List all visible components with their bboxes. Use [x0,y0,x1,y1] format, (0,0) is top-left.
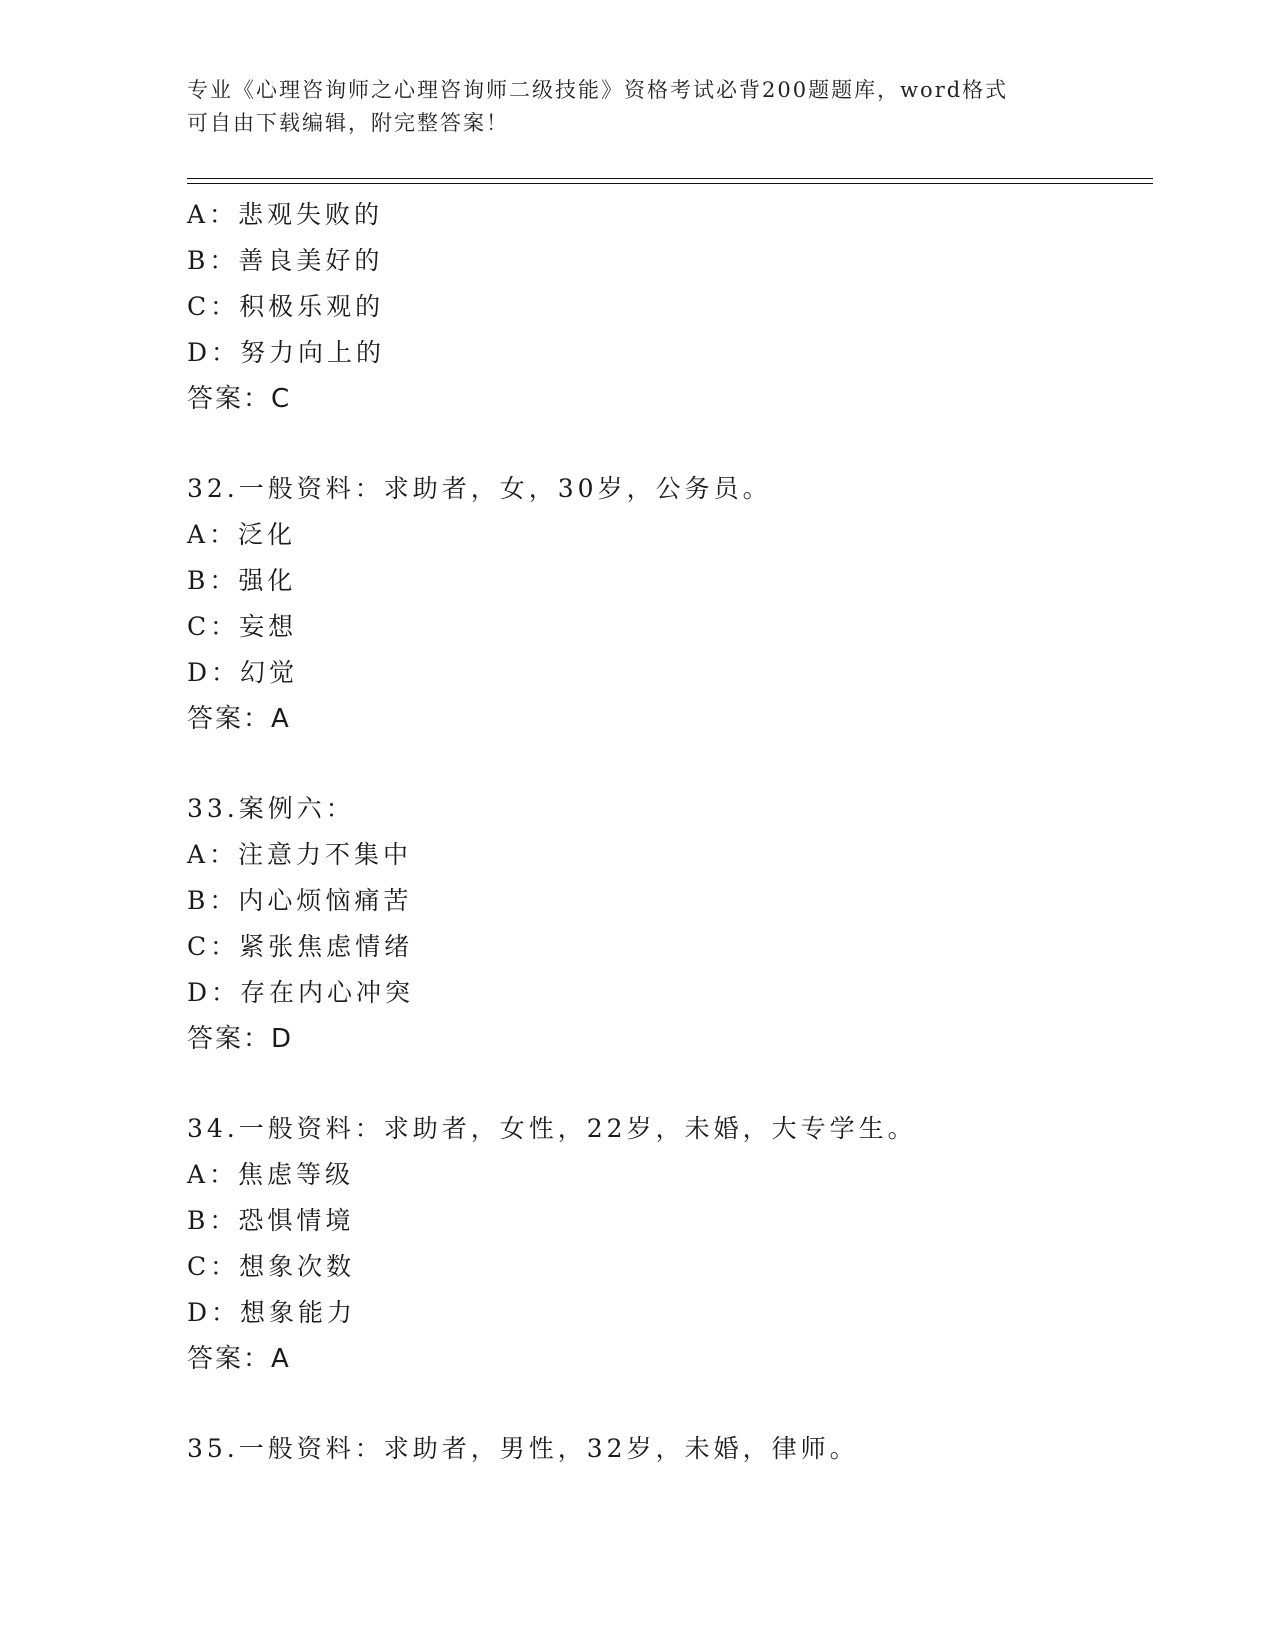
header-rule-bottom [187,183,1153,184]
option-b: B：恐惧情境 [187,1206,355,1235]
option-c: C：紧张焦虑情绪 [187,932,414,961]
document-header [187,74,1087,140]
option-a: A：泛化 [187,520,297,549]
option-a: A：悲观失败的 [187,200,384,229]
option-c: C：妄想 [187,612,298,641]
question-block [187,786,1167,1062]
option-a: A：注意力不集中 [187,840,413,869]
option-a: A：焦虑等级 [187,1160,355,1189]
question-block [187,1106,1167,1382]
question-stem: 33.案例六： [187,794,355,823]
option-d: D：想象能力 [187,1298,357,1327]
option-b: B：内心烦恼痛苦 [187,886,413,915]
answer-line: 答案：A [187,1344,291,1374]
header-line-1: 专业《心理咨询师之心理咨询师二级技能》资格考试必背200题题库，word格式 [187,78,1009,102]
option-d: D：努力向上的 [187,338,386,367]
option-c: C：想象次数 [187,1252,356,1281]
question-block [187,466,1167,742]
option-b: B：强化 [187,566,297,595]
question-stem: 35.一般资料：求助者，男性，32岁，未婚，律师。 [187,1434,859,1463]
header-line-2: 可自由下载编辑，附完整答案！ [187,111,509,135]
answer-line: 答案：A [187,704,291,734]
question-stem: 34.一般资料：求助者，女性，22岁，未婚，大专学生。 [187,1114,917,1143]
option-c: C：积极乐观的 [187,292,385,321]
question-block [187,1426,1167,1472]
question-block [187,192,1167,422]
question-list [187,192,1167,1472]
question-stem: 32.一般资料：求助者，女，30岁，公务员。 [187,474,772,503]
answer-line: 答案：C [187,384,292,414]
header-rule-top [187,178,1153,179]
option-d: D：幻觉 [187,658,299,687]
option-b: B：善良美好的 [187,246,384,275]
option-d: D：存在内心冲突 [187,978,415,1007]
answer-line: 答案：D [187,1024,294,1054]
